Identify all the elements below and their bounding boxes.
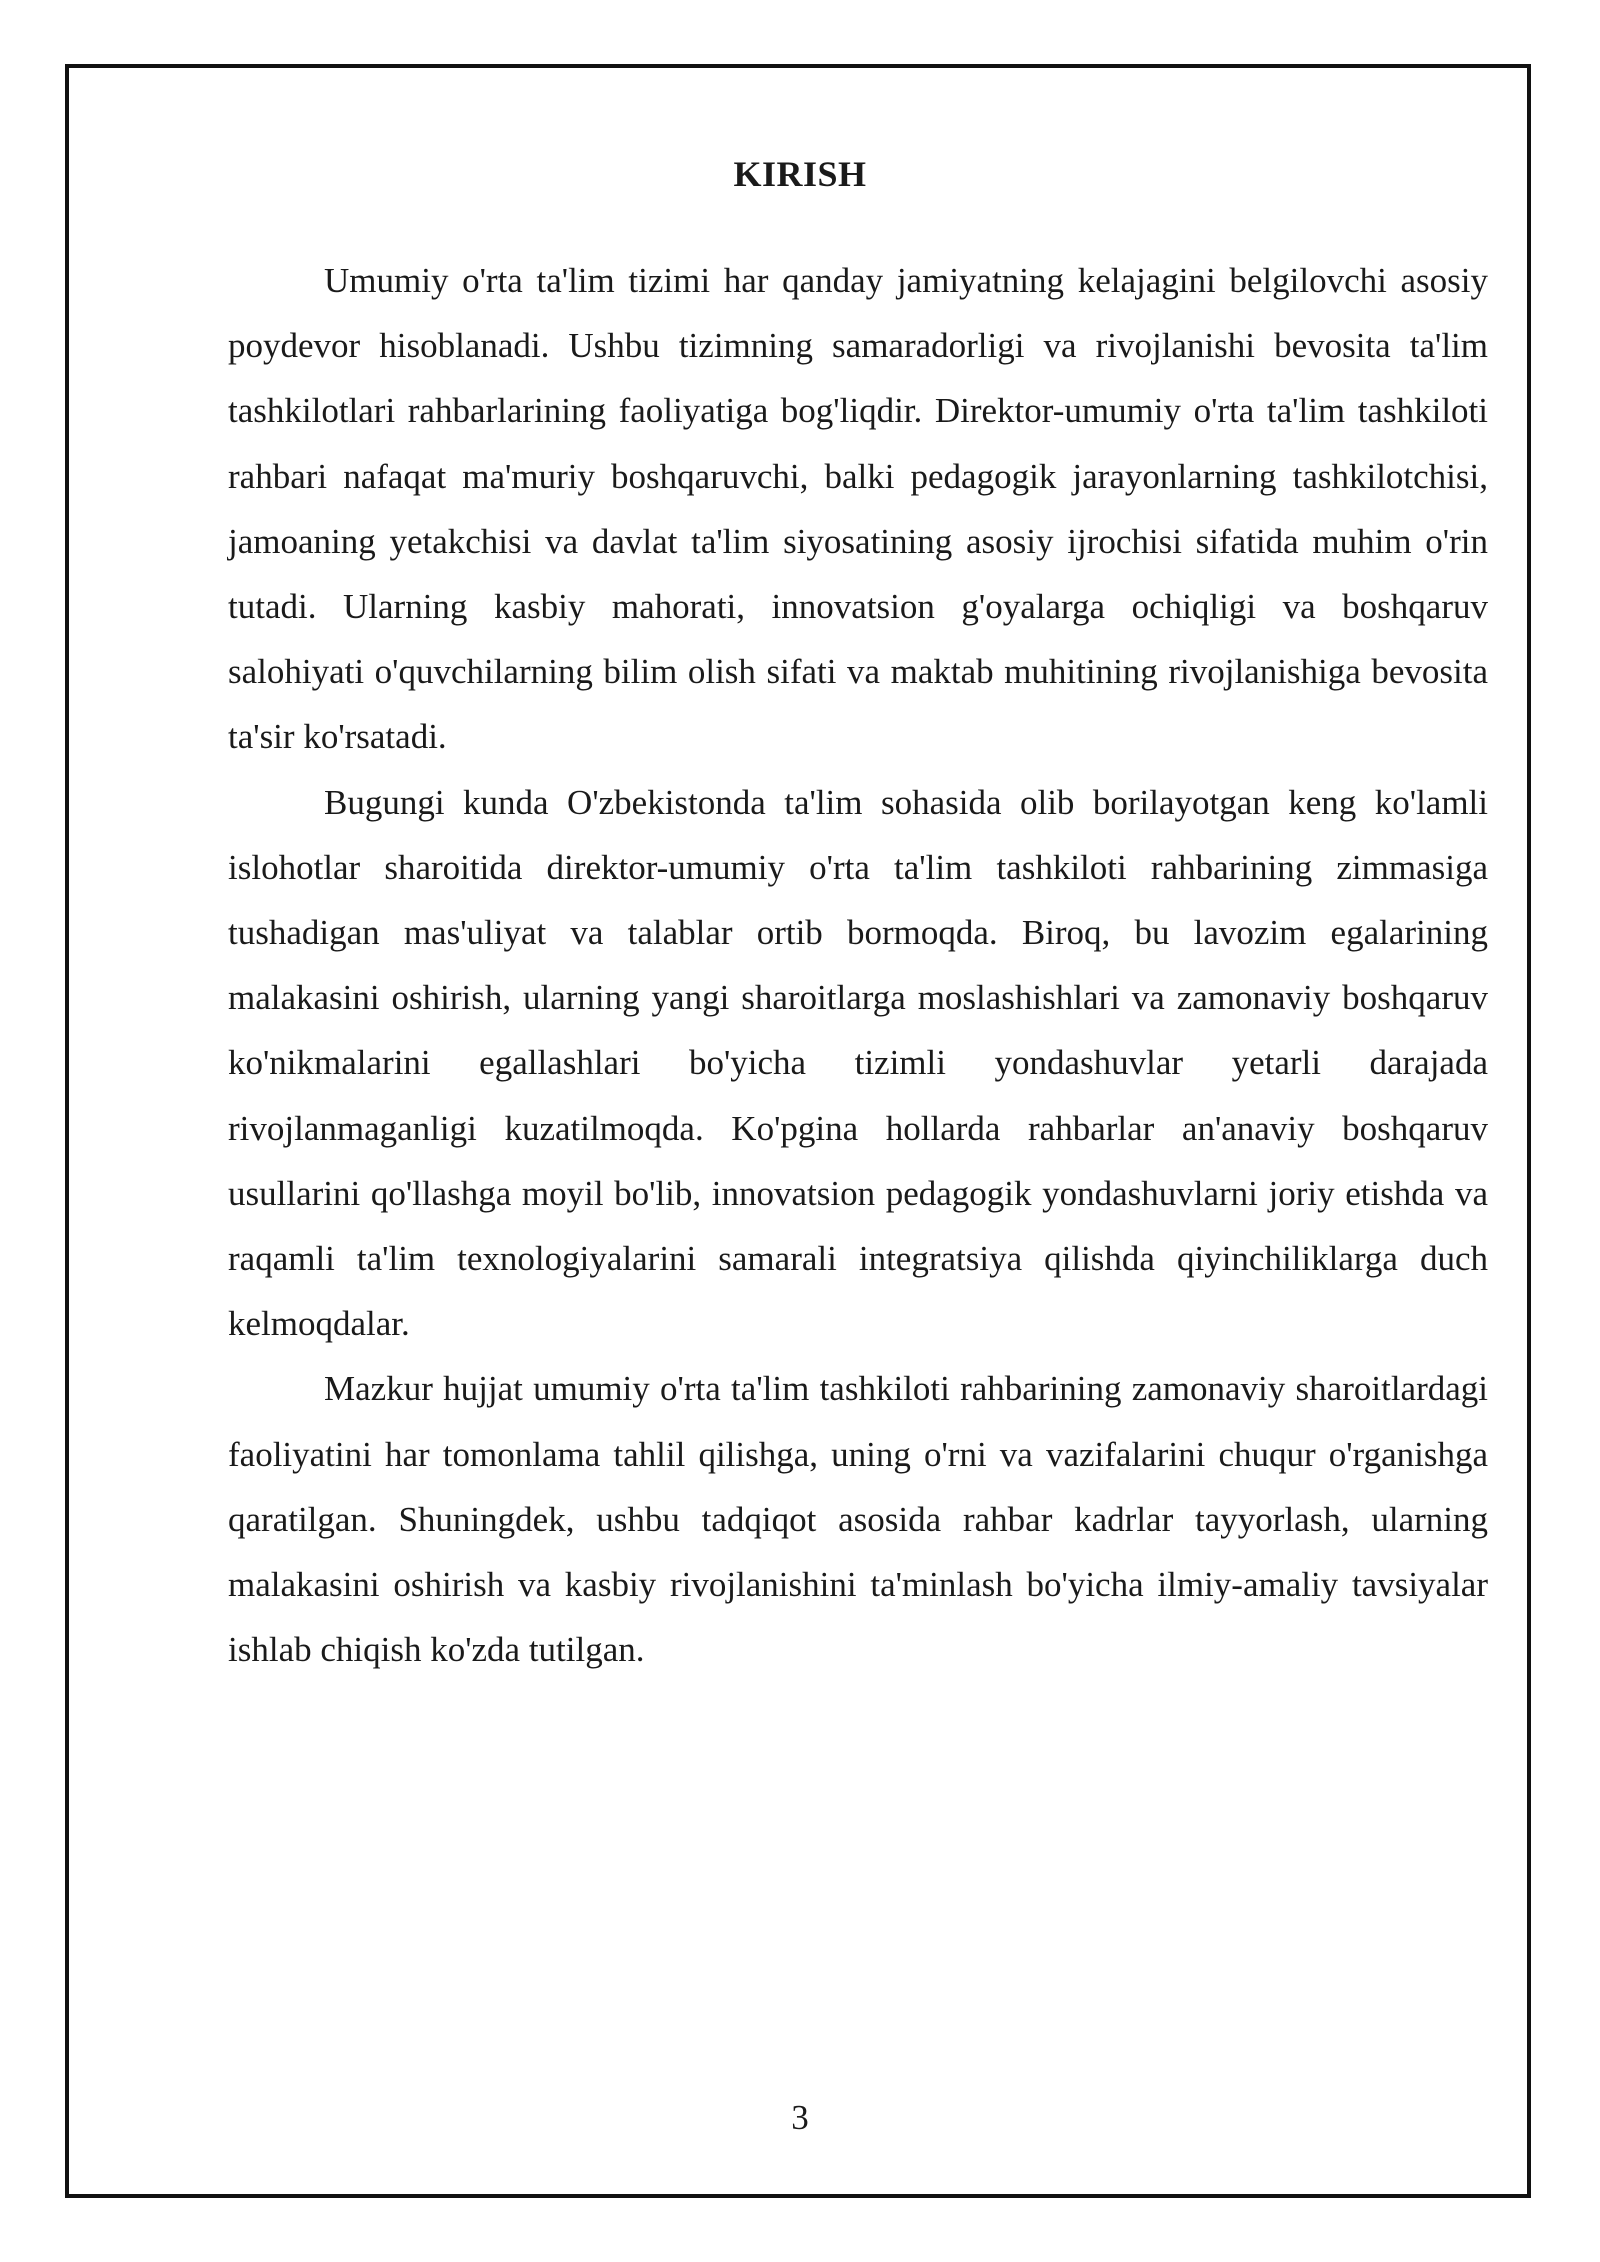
- document-body: [228, 248, 1488, 1682]
- paragraph-current-state: Bugungi kunda O'zbekistonda ta'lim sohasida olib borilayotgan keng ko'lamli islohotlar sharoitida direktor-umumiy o'rta ta'lim tashkiloti rahbarining zimmasiga tushadigan mas'uliyat va talablar ortib bormoqda. Biroq, bu lavozim egalarining malakasini oshirish, ularning yangi sharoitlarga moslashishlari va zamonaviy boshqaruv ko'nikmalarini egallashlari bo'yicha tizimli yondashuvlar yetarli darajada rivojlanmaganligi kuzatilmoqda. Ko'pgina hollarda rahbarlar an'anaviy boshqaruv usullarini qo'llashga moyil bo'lib, innovatsion pedagogik yondashuvlarni joriy etishda va raqamli ta'lim texnologiyalarini samarali integratsiya qilishda qiyinchiliklarga duch kelmoqdalar.: [228, 782, 1488, 1344]
- paragraph-purpose: Mazkur hujjat umumiy o'rta ta'lim tashkiloti rahbarining zamonaviy sharoitlardagi faoliyatini har tomonlama tahlil qilishga, uning o'rni va vazifalarini chuqur o'rganishga qaratilgan. Shuningdek, ushbu tadqiqot asosida rahbar kadrlar tayyorlash, ularning malakasini oshirish va kasbiy rivojlanishini ta'minlash bo'yicha ilmiy-amaliy tavsiyalar ishlab chiqish ko'zda tutilgan.: [228, 1369, 1488, 1670]
- page-number: 3: [791, 2098, 809, 2137]
- section-heading: KIRISH: [733, 154, 867, 194]
- paragraph-intro: Umumiy o'rta ta'lim tizimi har qanday jamiyatning kelajagini belgilovchi asosiy poydevor hisoblanadi. Ushbu tizimning samaradorligi va rivojlanishi bevosita ta'lim tashkilotlari rahbarlarining faoliyatiga bog'liqdir. Direktor-umumiy o'rta ta'lim tashkiloti rahbari nafaqat ma'muriy boshqaruvchi, balki pedagogik jarayonlarning tashkilotchisi, jamoaning yetakchisi va davlat ta'lim siyosatining asosiy ijrochisi sifatida muhim o'rin tutadi. Ularning kasbiy mahorati, innovatsion g'oyalarga ochiqligi va boshqaruv salohiyati o'quvchilarning bilim olish sifati va maktab muhitining rivojlanishiga bevosita ta'sir ko'rsatadi.: [228, 261, 1488, 757]
